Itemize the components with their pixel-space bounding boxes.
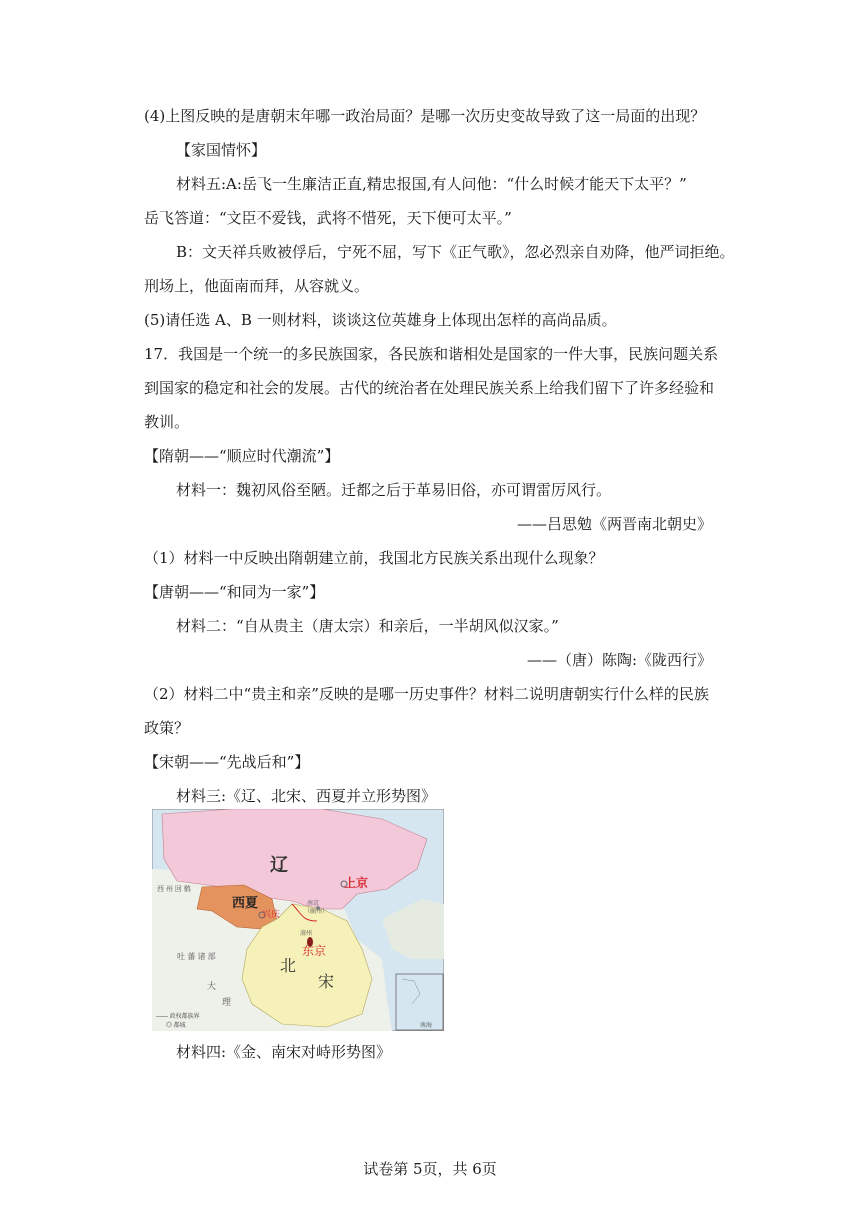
label-youzhou: （幽州） [304, 909, 329, 915]
label-song: 宋 [318, 974, 335, 991]
label-xixia: 西夏 [232, 895, 259, 910]
label-dali-1: 大 [207, 981, 217, 991]
label-dali-2: 理 [222, 997, 232, 1007]
material-2-source: ——（唐）陈陶:《陇西行》 [526, 651, 712, 669]
question-5: (5)请任选 A、B 一则材料，谈谈这位英雄身上体现出怎样的高尚品质。 [144, 311, 617, 329]
section-heading-jiaguo: 【家国情怀】 [176, 141, 267, 159]
label-nanjing: 南京 [307, 901, 320, 907]
material-1: 材料一：魏初风俗至陋。迁都之后于革易旧俗，亦可谓雷厉风行。 [176, 481, 612, 499]
label-bei: 北 [280, 958, 297, 975]
question-4: (4)上图反映的是唐朝末年哪一政治局面？是哪一次历史变故导致了这一局面的出现？ [144, 107, 706, 125]
material-5b-line2: 刑场上，他面南而拜，从容就义。 [144, 277, 370, 295]
material-2: 材料二：“自从贵主（唐太宗）和亲后，一半胡风似汉家。” [176, 617, 559, 635]
tang-heading: 【唐朝——“和同为一家”】 [144, 583, 325, 601]
sub-question-2-line2: 政策？ [144, 719, 190, 737]
sub-question-2-line1: （2）材料二中“贵主和亲”反映的是哪一历史事件？材料二说明唐朝实行什么样的民族 [144, 685, 709, 703]
sub-question-1: （1）材料一中反映出隋朝建立前，我国北方民族关系出现什么现象？ [144, 549, 604, 567]
label-xingqing: 兴庆 [262, 909, 281, 919]
inset-nanhai-box [396, 974, 443, 1030]
page-footer: 试卷第 5页，共 6页 [363, 1160, 497, 1178]
material-5b-line1: B：文天祥兵败被俘后，宁死不屈，写下《正气歌》，忽必烈亲自劝降，他严词拒绝。 [176, 243, 735, 261]
label-chanzhou: 澶州 [300, 931, 313, 937]
material-1-source: ——吕思勉《两晋南北朝史》 [516, 515, 712, 533]
material-5a-line1: 材料五:A:岳飞一生廉洁正直,精忠报国,有人问他：“什么时候才能天下太平？” [176, 175, 687, 193]
legend-border: —— 政权都族界 [156, 1014, 200, 1020]
label-shangjing: 上京 [344, 876, 369, 890]
sui-heading: 【隋朝——“顺应时代潮流”】 [144, 447, 340, 465]
label-nanhai: 南海 [420, 1023, 433, 1029]
material-3: 材料三:《辽、北宋、西夏并立形势图》 [176, 787, 437, 805]
label-tubo-zhubu: 吐 蕃 诸 部 [177, 952, 216, 961]
label-xizhou-huihu: 西 州 回 鹘 [157, 886, 191, 893]
question-17-line2: 到国家的稳定和社会的发展。古代的统治者在处理民族关系上给我们留下了许多经验和 [144, 379, 715, 397]
legend-capital: ◎ 都城 [166, 1023, 186, 1029]
material-5a-line2: 岳飞答道：“文臣不爱钱，武将不惜死，天下便可太平。” [144, 209, 512, 227]
label-dongjing: 东京 [302, 944, 327, 958]
question-17-line3: 教训。 [144, 413, 190, 431]
material-4: 材料四:《金、南宋对峙形势图》 [176, 1043, 392, 1061]
label-liao: 辽 [270, 855, 288, 875]
liao-beisong-xixia-map [152, 809, 444, 1031]
question-17-line1: 17．我国是一个统一的多民族国家，各民族和谐相处是国家的一件大事，民族问题关系 [144, 345, 719, 363]
song-heading: 【宋朝——“先战后和”】 [144, 753, 310, 771]
